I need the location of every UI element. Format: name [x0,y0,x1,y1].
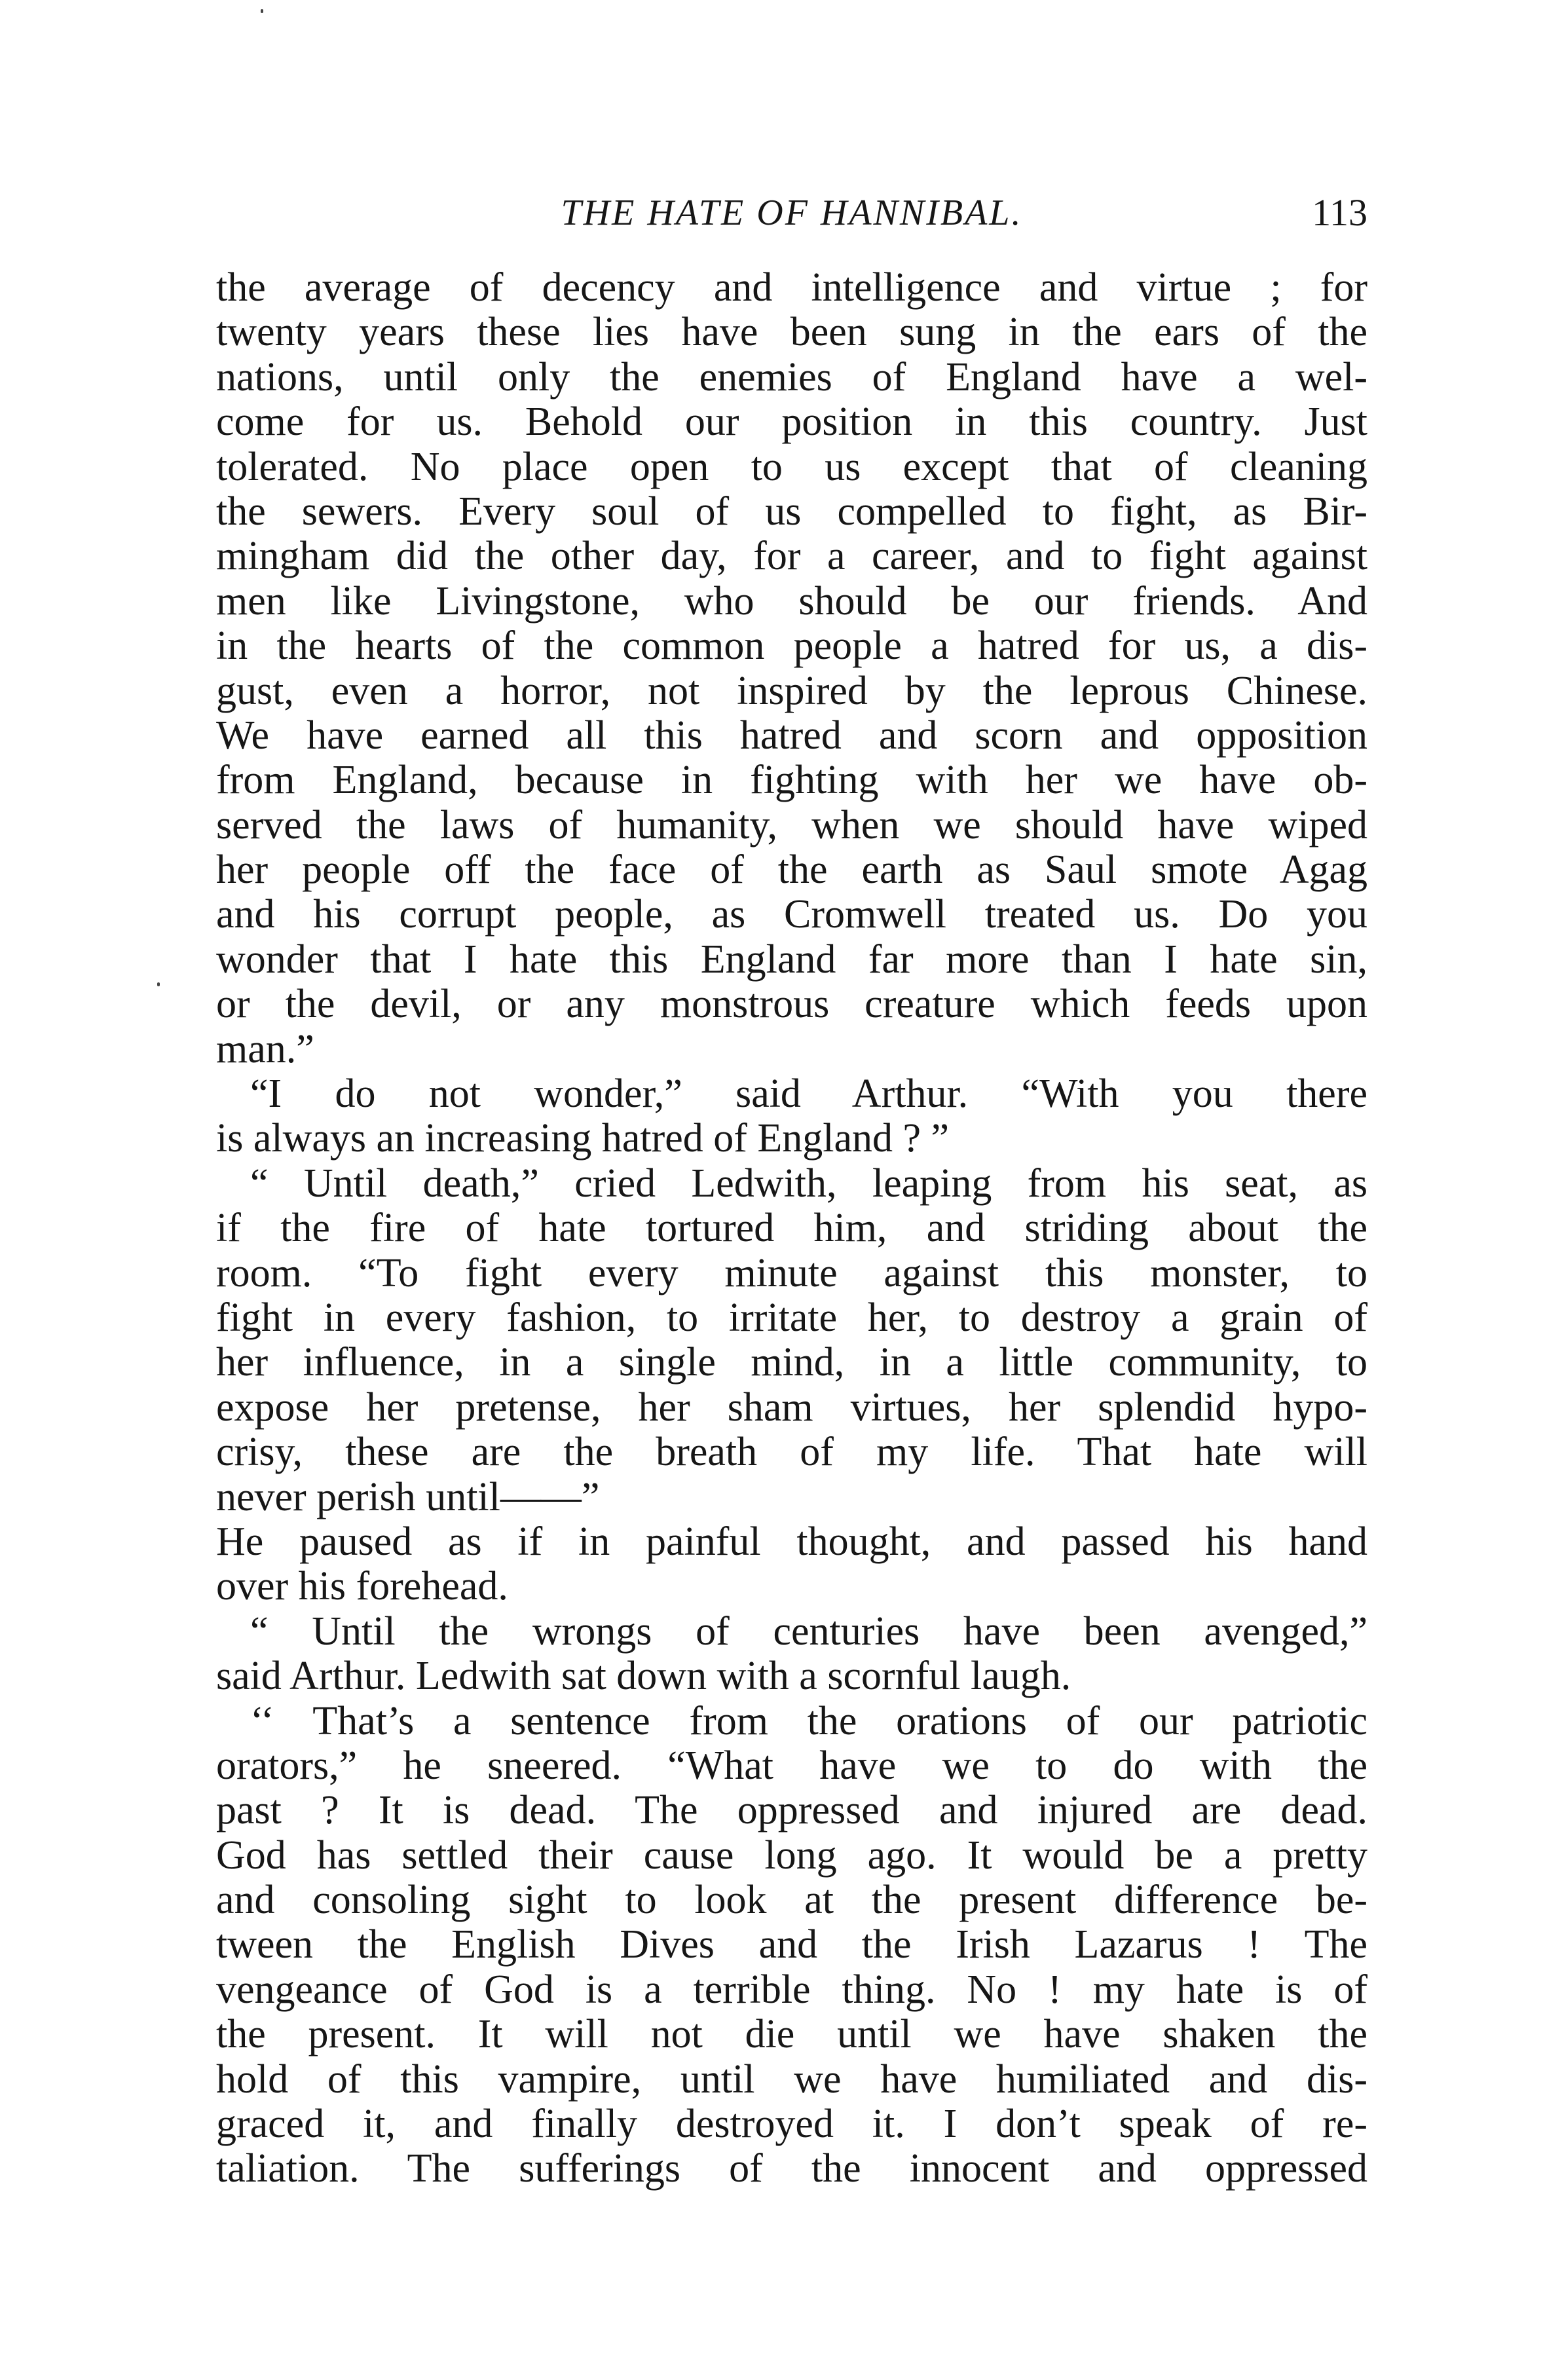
text-line: hold of this vampire, until we have humiliated and dis- [216,2056,1367,2102]
text-line: over his forehead. [216,1564,508,1609]
text-line: tolerated. No place open to us except that of cleaning [216,444,1367,489]
text-line: if the fire of hate tortured him, and striding about the [216,1206,1367,1251]
print-speck [261,9,263,13]
text-line: served the laws of humanity, when we should have wiped [216,802,1367,847]
text-line: is always an increasing hatred of England ? ” [216,1116,950,1161]
text-line: orators,” he sneered. “What have we to do with the [216,1743,1367,1788]
text-line: and consoling sight to look at the present difference be- [216,1878,1367,1923]
text-line: in the hearts of the common people a hatred for us, a dis- [216,623,1367,669]
text-line: nations, until only the enemies of England have a wel- [216,354,1367,400]
text-line: the present. It will not die until we have shaken the [216,2012,1367,2057]
text-line: man.” [216,1026,314,1071]
text-line: come for us. Behold our position in this country. Just [216,400,1367,445]
page-header [216,190,1367,236]
text-line: fight in every fashion, to irritate her, to destroy a grain of [216,1295,1367,1340]
text-line: past ? It is dead. The oppressed and injured are dead. [216,1788,1367,1833]
text-line: twenty years these lies have been sung in the ears of the [216,310,1367,355]
text-line: He paused as if in painful thought, and passed his hand [216,1519,1367,1564]
text-line: said Arthur. Ledwith sat down with a scornful laugh. [216,1654,1071,1699]
text-line: and his corrupt people, as Cromwell treated us. Do you [216,892,1367,937]
text-line: “ Until the wrongs of centuries have been avenged,” [250,1608,1367,1654]
body-text [216,265,1367,2191]
text-line: wonder that I hate this England far more than I hate sin, [216,937,1367,982]
text-line: mingham did the other day, for a career, and to fight against [216,534,1367,579]
text-line: her people off the face of the earth as Saul smote Agag [216,847,1367,893]
text-line: her influence, in a single mind, in a little community, to [216,1340,1367,1385]
text-line: ‘‘ That’s a sentence from the orations of our patriotic [250,1698,1367,1743]
text-line: never perish until——” [216,1474,600,1519]
text-line: God has settled their cause long ago. It would be a pretty [216,1832,1367,1878]
text-line: the average of decency and intelligence and virtue ; for [216,265,1367,310]
text-line: “I do not wonder,” said Arthur. “With you there [250,1071,1367,1117]
text-line: from England, because in fighting with her we have ob- [216,758,1367,803]
print-speck [157,982,160,986]
text-line: expose her pretense, her sham virtues, her splendid hypo- [216,1385,1367,1430]
text-line: taliation. The sufferings of the innocent and oppressed [216,2146,1367,2191]
text-line: the sewers. Every soul of us compelled to fight, as Bir- [216,489,1367,534]
text-line: We have earned all this hatred and scorn and opposition [216,713,1367,758]
text-line: or the devil, or any monstrous creature which feeds upon [216,982,1367,1027]
text-line: men like Livingstone, who should be our friends. And [216,578,1367,623]
text-line: “ Until death,” cried Ledwith, leaping from his seat, as [250,1161,1367,1206]
running-title: THE HATE OF HANNIBAL. [561,193,1023,233]
text-line: tween the English Dives and the Irish Lazarus ! The [216,1922,1367,1967]
text-line: crisy, these are the breath of my life. That hate will [216,1430,1367,1475]
text-line: gust, even a horror, not inspired by the leprous Chinese. [216,668,1367,713]
page-number: 113 [1312,191,1367,234]
text-line: room. “To fight every minute against this monster, to [216,1250,1367,1295]
text-line: graced it, and finally destroyed it. I don’t speak of re- [216,2102,1367,2147]
text-line: vengeance of God is a terrible thing. No ! my hate is of [216,1967,1367,2012]
